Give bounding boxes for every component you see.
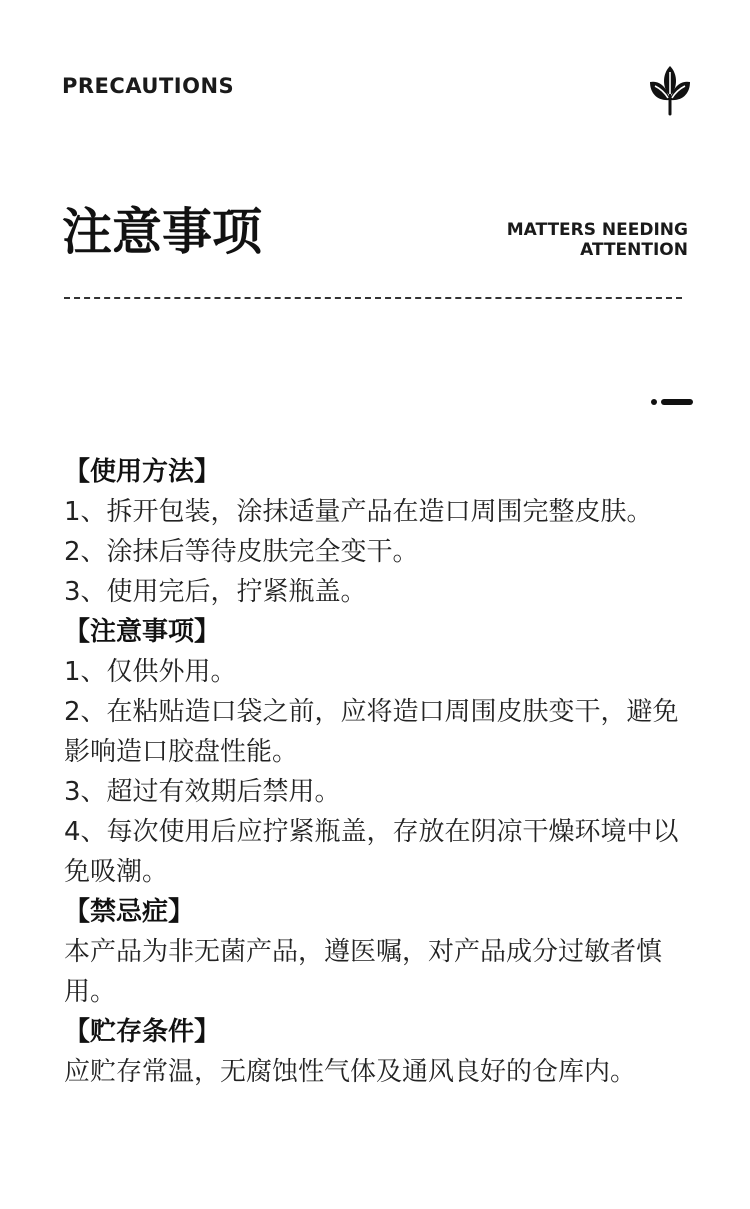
usage-line-1: 1、拆开包装，涂抹适量产品在造口周围完整皮肤。 — [64, 497, 653, 527]
subtitle-line-1: MATTERS NEEDING — [506, 220, 688, 240]
precaution-line-2: 2、在粘贴造口袋之前，应将造口周围皮肤变干，避免影响造口胶盘性能。 — [64, 697, 679, 767]
usage-line-2: 2、涂抹后等待皮肤完全变干。 — [64, 537, 419, 567]
dashed-divider — [64, 297, 682, 299]
header-label: PRECAUTIONS — [62, 74, 235, 98]
precaution-line-1: 1、仅供外用。 — [64, 657, 237, 687]
leaf-icon — [647, 64, 693, 116]
storage-line-1: 应贮存常温，无腐蚀性气体及通风良好的仓库内。 — [64, 1057, 637, 1087]
ornament-dot — [651, 399, 657, 405]
usage-line-3: 3、使用完后，拧紧瓶盖。 — [64, 577, 367, 607]
section-heading-contraindications: 【禁忌症】 — [64, 897, 195, 927]
english-subtitle — [507, 220, 688, 260]
precaution-line-4: 4、每次使用后应拧紧瓶盖，存放在阴凉干燥环境中以免吸潮。 — [64, 817, 679, 887]
subtitle-line-2: ATTENTION — [580, 240, 688, 260]
section-heading-usage: 【使用方法】 — [64, 457, 221, 487]
section-heading-storage: 【贮存条件】 — [64, 1017, 221, 1047]
precaution-line-3: 3、超过有效期后禁用。 — [64, 777, 341, 807]
instructions-content — [64, 452, 690, 1092]
dot-dash-ornament — [651, 398, 693, 406]
ornament-bar — [661, 399, 693, 405]
section-heading-precautions: 【注意事项】 — [64, 617, 221, 647]
contraindication-line-1: 本产品为非无菌产品，遵医嘱，对产品成分过敏者慎用。 — [64, 937, 663, 1007]
page-title: 注意事项 — [62, 203, 262, 261]
